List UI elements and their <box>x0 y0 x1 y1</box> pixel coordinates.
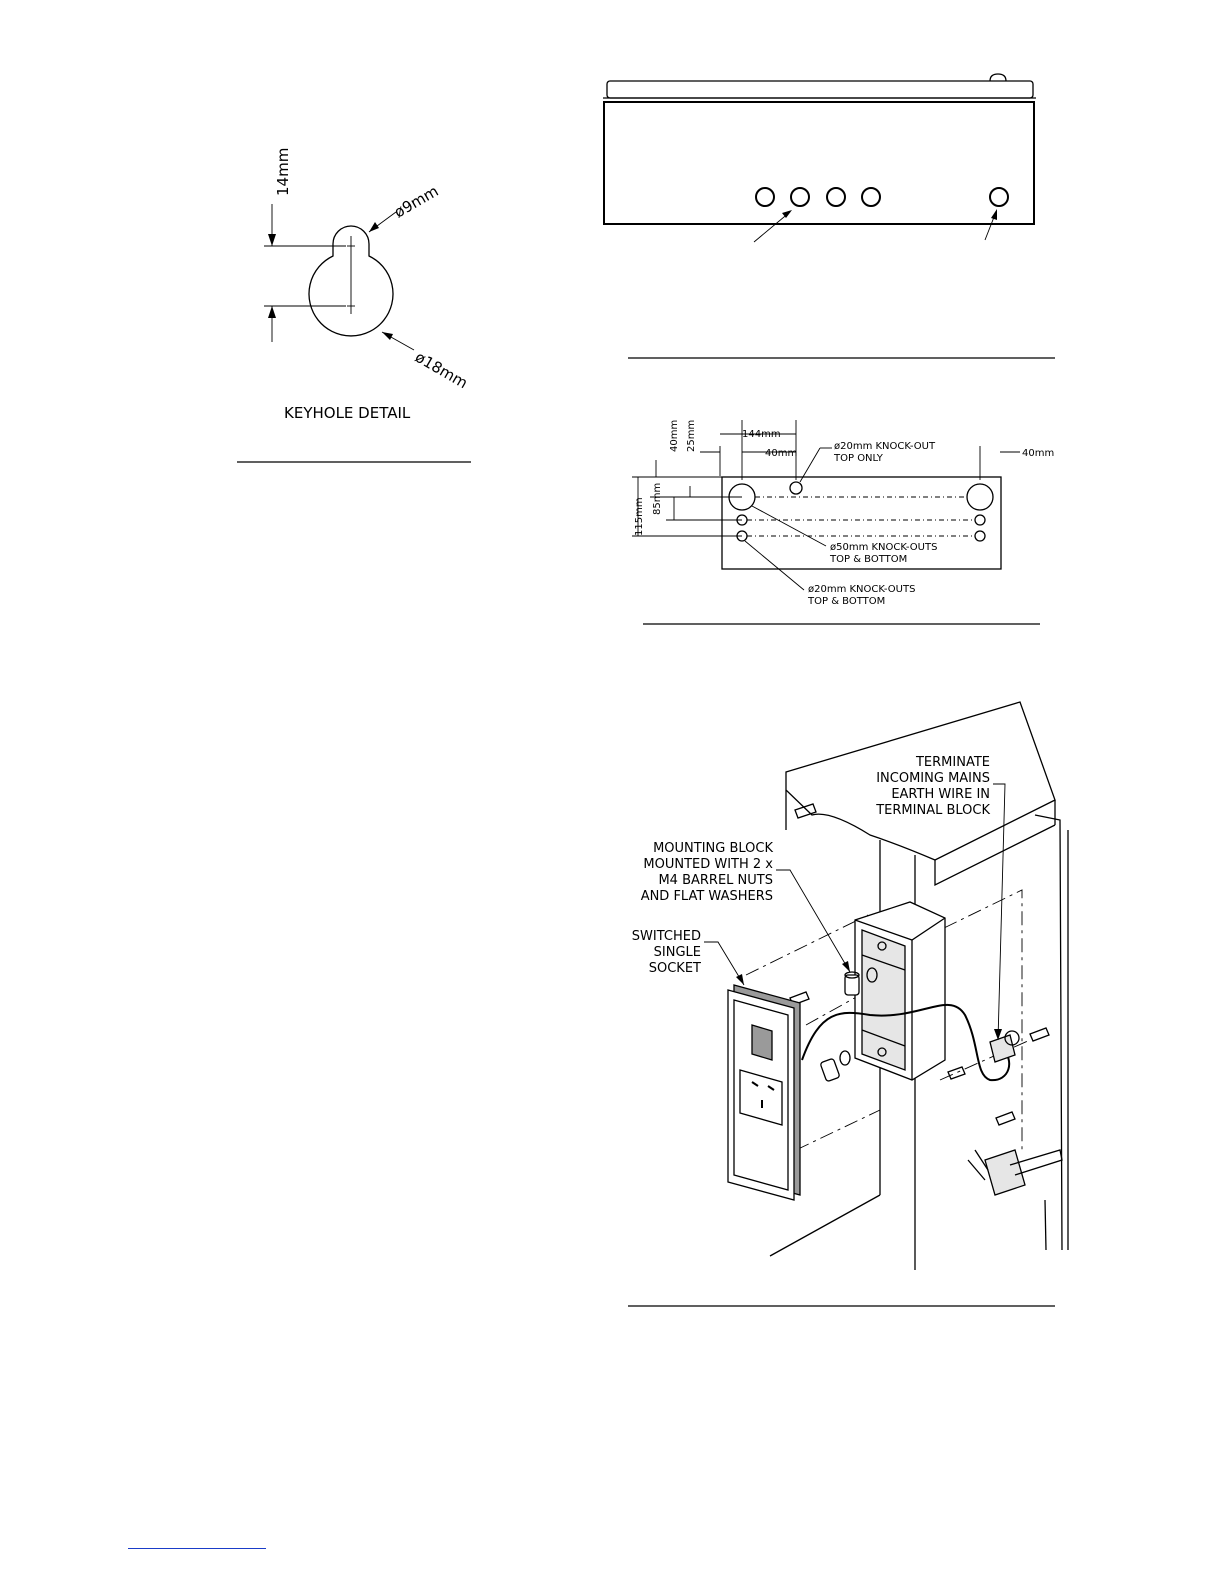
knockout-hole <box>862 188 880 206</box>
label-mounting-1: MOUNTING BLOCK <box>653 841 773 856</box>
dim-dia-9mm: ø9mm <box>391 181 442 222</box>
knockout-hole <box>827 188 845 206</box>
label-terminate-4: TERMINAL BLOCK <box>876 803 990 818</box>
label-ko20-2: TOP & BOTTOM <box>808 596 886 607</box>
socket-assembly <box>628 702 1068 1306</box>
label-terminate-3: EARTH WIRE IN <box>891 787 990 802</box>
barrel-nut-icon <box>845 972 859 995</box>
label-ko20-1: ø20mm KNOCK-OUTS <box>808 584 916 595</box>
knockout-hole <box>791 188 809 206</box>
screw-icon <box>948 1067 965 1079</box>
label-ko20-top-2: TOP ONLY <box>834 453 883 464</box>
keyhole-detail <box>237 148 471 462</box>
label-socket-3: SOCKET <box>648 961 701 976</box>
label-ko20-top-1: ø20mm KNOCK-OUT <box>834 441 936 452</box>
label-terminate-1: TERMINATE <box>915 755 990 770</box>
rocker-switch-icon <box>752 1025 772 1060</box>
mounting-block <box>855 902 945 1080</box>
label-mounting-3: M4 BARREL NUTS <box>658 873 773 888</box>
label-ko50-1: ø50mm KNOCK-OUTS <box>830 542 938 553</box>
dim-144mm: 144mm <box>742 429 781 440</box>
dim-14mm: 14mm <box>274 147 292 196</box>
label-mounting-2: MOUNTED WITH 2 x <box>643 857 773 872</box>
label-socket-1: SWITCHED <box>631 929 701 944</box>
label-ko50-2: TOP & BOTTOM <box>830 554 908 565</box>
dim-40mm-right: 40mm <box>1022 448 1055 459</box>
label-mounting-4: AND FLAT WASHERS <box>640 889 773 904</box>
enclosure-body <box>604 102 1034 224</box>
dim-25mm: 25mm <box>686 419 697 452</box>
switched-socket <box>728 985 800 1200</box>
barrel-nut-icon <box>820 1058 840 1082</box>
dim-85mm: 85mm <box>652 482 663 515</box>
keyhole-caption: KEYHOLE DETAIL <box>284 404 411 422</box>
footer-link-underline[interactable] <box>128 1548 266 1549</box>
screw-icon <box>996 1112 1015 1125</box>
screw-icon <box>795 804 816 818</box>
knockout-hole <box>756 188 774 206</box>
label-terminate-2: INCOMING MAINS <box>876 771 990 786</box>
dim-40mm-left: 40mm <box>669 419 680 452</box>
dim-115mm: 115mm <box>634 497 645 536</box>
enclosure-side-view <box>603 74 1055 358</box>
screw-icon <box>1030 1028 1049 1041</box>
label-socket-2: SINGLE <box>653 945 701 960</box>
knockout-hole <box>990 188 1008 206</box>
microswitch-icon <box>968 1150 1062 1195</box>
dim-dia-18mm: ø18mm <box>412 347 471 393</box>
knockout-plan <box>632 420 1054 624</box>
dim-40mm-top: 40mm <box>765 448 798 459</box>
